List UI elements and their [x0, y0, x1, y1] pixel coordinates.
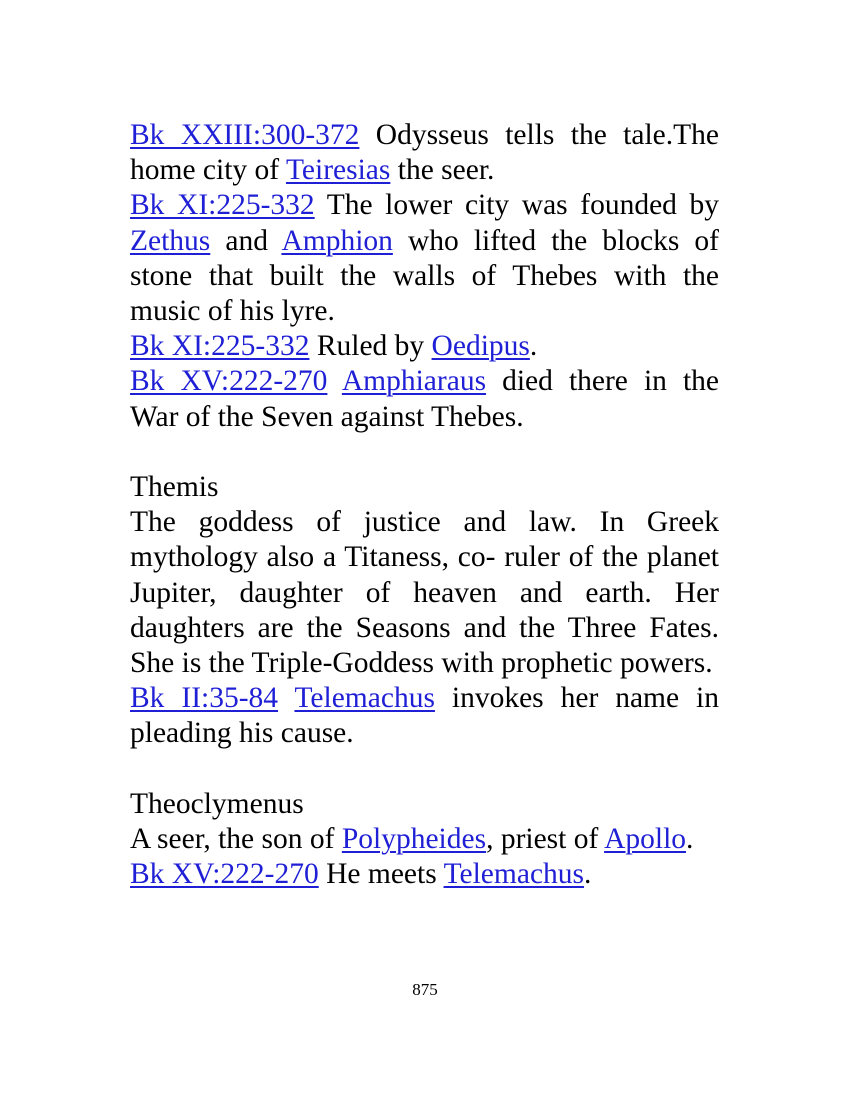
entry-text: who lifted the blocks of stone that built the walls of Thebes with the music of his lyre. — [130, 224, 719, 328]
entry-text: A seer, the son of — [130, 823, 342, 856]
entry-text — [278, 682, 294, 714]
amphiaraus-link[interactable]: Amphiaraus — [341, 365, 487, 398]
entry-text: died there in the War of the Seven against Thebes. — [130, 365, 719, 433]
entry-text: invokes her name in pleading his cause. — [130, 682, 719, 750]
oedipus-link[interactable]: Oedipus — [431, 330, 530, 363]
theoclymenus-entry-telemachus — [130, 857, 719, 892]
entry-text: and — [210, 224, 282, 257]
book-reference-link[interactable]: Bk XI:225-332 — [130, 330, 310, 363]
thebes-entry-home-city — [130, 118, 719, 188]
book-reference-link[interactable]: Bk XV:222-270 — [130, 365, 328, 398]
apollo-link[interactable]: Apollo — [604, 823, 687, 856]
telemachus-link[interactable]: Telemachus — [443, 858, 585, 891]
book-reference-link[interactable]: Bk XV:222-270 — [130, 858, 319, 891]
entry-text: , priest of — [486, 823, 605, 856]
entry-text: . — [686, 823, 694, 856]
book-reference-link[interactable]: Bk XXIII:300-372 — [130, 119, 360, 151]
thebes-entry-lower-city — [130, 188, 719, 329]
telemachus-link[interactable]: Telemachus — [294, 682, 435, 715]
book-reference-link[interactable]: Bk XI:225-332 — [130, 189, 315, 222]
paragraph-spacer — [130, 435, 719, 470]
page-number: 875 — [412, 980, 438, 999]
entry-text: Odysseus tells the tale.The home city of — [130, 119, 720, 187]
entry-text: The lower city was founded by — [314, 189, 719, 222]
themis-heading: Themis — [130, 471, 219, 504]
entry-text: the seer. — [390, 154, 495, 187]
entry-text: Ruled by — [309, 330, 432, 363]
entry-text: He meets — [318, 858, 444, 891]
entry-text: . — [584, 858, 592, 891]
paragraph-spacer — [130, 752, 719, 787]
themis-entry-telemachus — [130, 681, 719, 751]
thebes-entry-amphiaraus — [130, 364, 719, 434]
entry-text — [327, 365, 341, 397]
thebes-entry-ruler — [130, 329, 719, 364]
teiresias-link[interactable]: Teiresias — [285, 154, 391, 187]
theoclymenus-heading: Theoclymenus — [130, 787, 304, 820]
themis-description: The goddess of justice and law. In Greek mythology also a Titaness, co- ruler of the planet Jupiter, daughter of heaven and earth. Her daughters are the Seasons and the Three Fates. She is the Triple-Goddess with prophetic powers. — [130, 506, 719, 680]
book-reference-link[interactable]: Bk II:35-84 — [130, 682, 279, 715]
zethus-link[interactable]: Zethus — [130, 224, 211, 257]
theoclymenus-description — [130, 822, 719, 857]
page-content — [130, 118, 719, 892]
amphion-link[interactable]: Amphion — [281, 224, 393, 257]
entry-text: . — [529, 330, 538, 363]
polypheides-link[interactable]: Polypheides — [341, 823, 487, 856]
